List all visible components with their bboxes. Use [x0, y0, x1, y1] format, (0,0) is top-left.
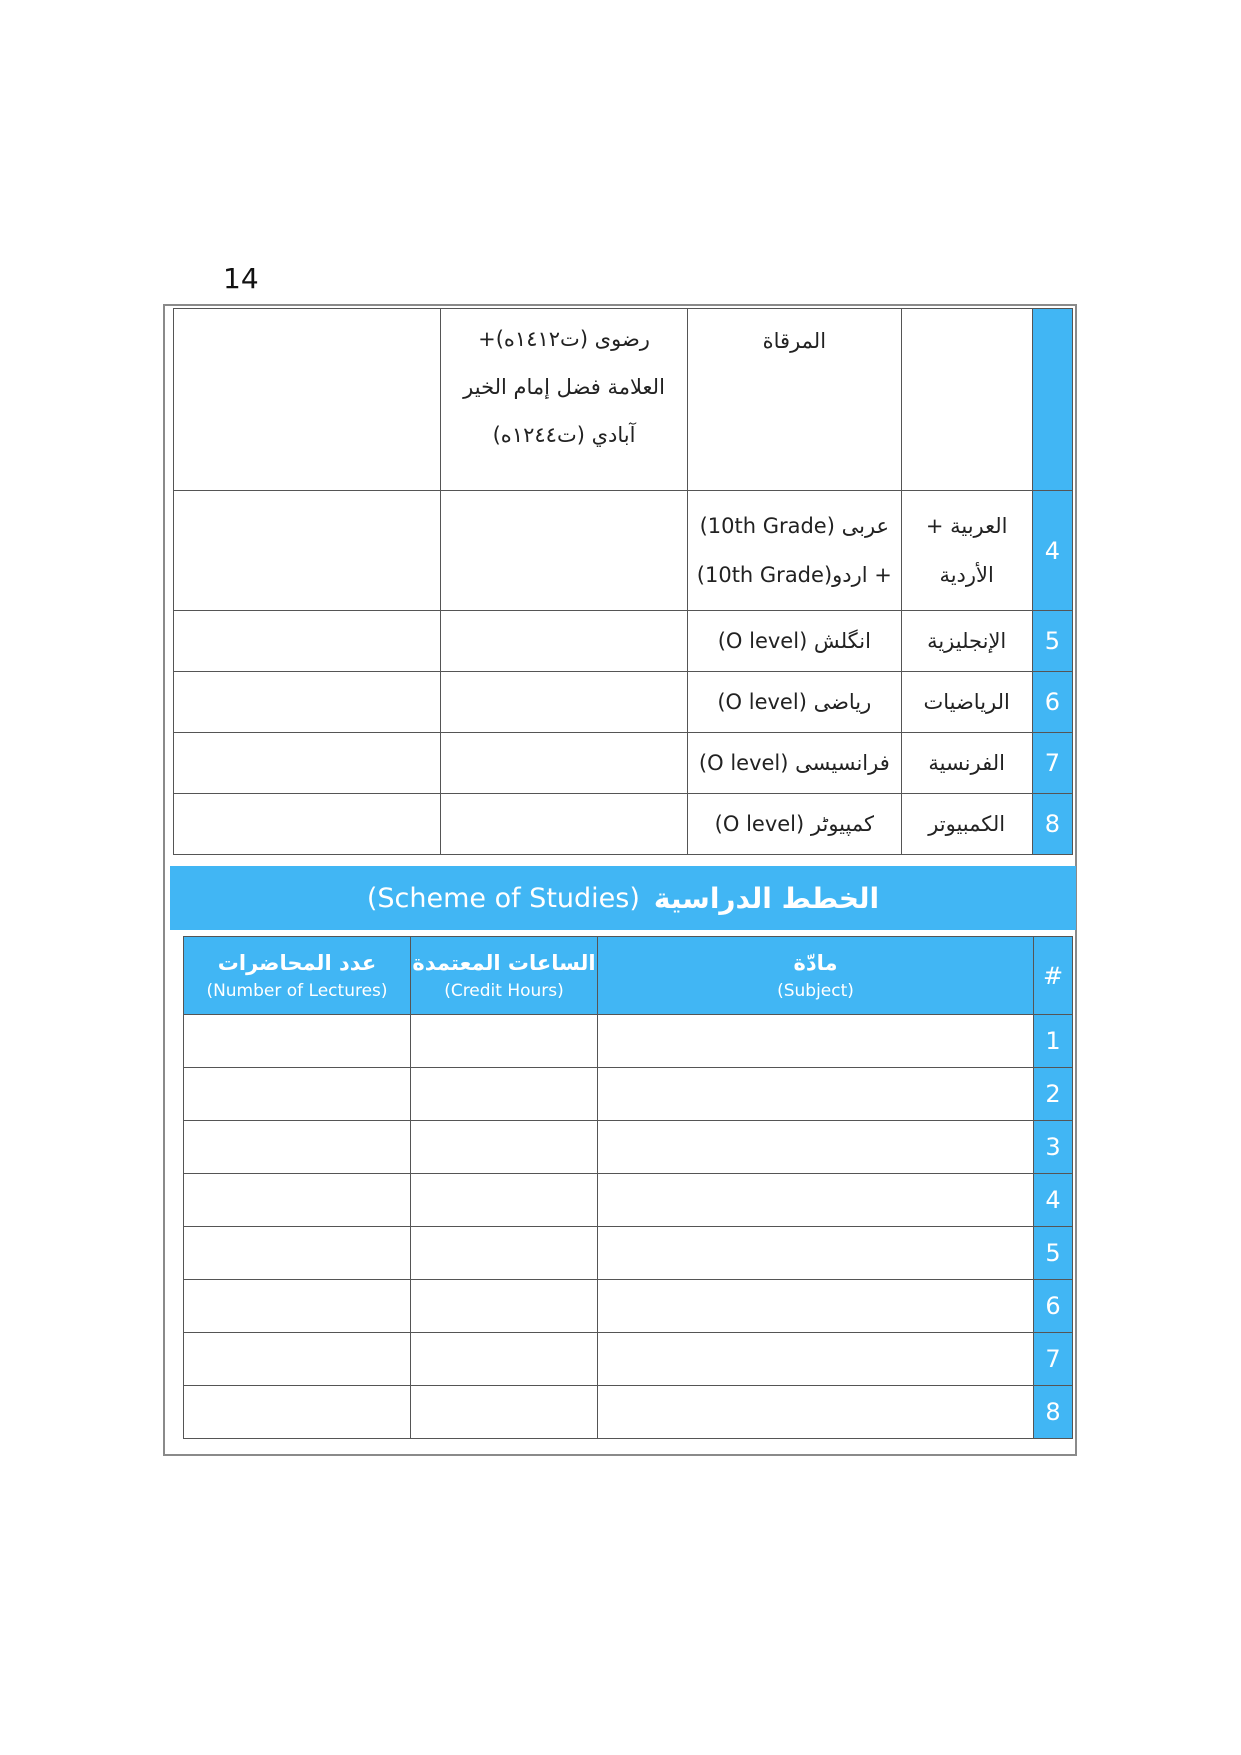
row-number: 5: [1032, 611, 1072, 672]
row-number: 7: [1032, 733, 1072, 794]
level-cell: رياضى (O level): [688, 672, 902, 733]
subject-cell: الرياضيات: [901, 672, 1032, 733]
level-line: عربى (10th Grade): [699, 514, 890, 539]
scheme-table: [183, 936, 1073, 1439]
table-row: [174, 672, 1073, 733]
subject-cell: الكمبيوتر: [901, 794, 1032, 855]
table-row: [174, 611, 1073, 672]
header-subject: مادّة (Subject): [598, 937, 1034, 1015]
level-cell: فرانسيسى (O level): [688, 733, 902, 794]
level-line: + اردو(10th Grade): [696, 562, 892, 587]
row-number: 1: [1034, 1015, 1073, 1068]
empty-cell: [174, 309, 441, 491]
row-number: 6: [1034, 1280, 1073, 1333]
table-row: [184, 1121, 1073, 1174]
header-row: [184, 937, 1073, 1015]
table-row: [184, 1015, 1073, 1068]
row-number: 8: [1034, 1386, 1073, 1439]
table-row: [174, 491, 1073, 611]
banner-title-en: (Scheme of Studies): [366, 882, 640, 914]
table-row: [184, 1386, 1073, 1439]
table-row: [174, 794, 1073, 855]
table-row: [184, 1174, 1073, 1227]
section-banner: [170, 866, 1076, 930]
table-row: [184, 1227, 1073, 1280]
authors-cell: [441, 309, 688, 491]
author-line: آبادي (ت١٢٤٤ه): [492, 423, 636, 448]
row-number: [1032, 309, 1072, 491]
empty-cell: [174, 491, 441, 611]
subject-cell: الفرنسية: [901, 733, 1032, 794]
level-cell: كمپيوٹر (O level): [688, 794, 902, 855]
subject-line: العربية +: [925, 514, 1008, 539]
curriculum-table: [173, 308, 1073, 855]
author-line: العلامة فضل إمام الخير: [463, 375, 665, 400]
header-credit-hours: الساعات المعتمدة (Credit Hours): [411, 937, 598, 1015]
header-lectures: عدد المحاضرات (Number of Lectures): [184, 937, 411, 1015]
subject-line: الأردية: [939, 562, 994, 587]
level-cell: [688, 491, 902, 611]
header-number: #: [1034, 937, 1073, 1015]
table-row: [184, 1068, 1073, 1121]
table-row: [184, 1333, 1073, 1386]
row-number: 4: [1034, 1174, 1073, 1227]
table-row: [184, 1280, 1073, 1333]
row-number: 8: [1032, 794, 1072, 855]
subject-cell: [901, 491, 1032, 611]
row-number: 6: [1032, 672, 1072, 733]
subject-cell: الإنجليزية: [901, 611, 1032, 672]
table-row: [174, 733, 1073, 794]
row-number: 4: [1032, 491, 1072, 611]
empty-cell: [901, 309, 1032, 491]
row-number: 2: [1034, 1068, 1073, 1121]
row-number: 3: [1034, 1121, 1073, 1174]
row-number: 5: [1034, 1227, 1073, 1280]
banner-title-ar: الخطط الدراسية: [653, 881, 880, 915]
phase-cell: المرقاة: [688, 309, 902, 491]
table-row: [174, 309, 1073, 491]
level-cell: انگلش (O level): [688, 611, 902, 672]
page-number: 14: [223, 262, 259, 295]
row-number: 7: [1034, 1333, 1073, 1386]
author-line: رضوى (ت١٤١٢ه)+: [478, 327, 650, 351]
empty-cell: [441, 491, 688, 611]
